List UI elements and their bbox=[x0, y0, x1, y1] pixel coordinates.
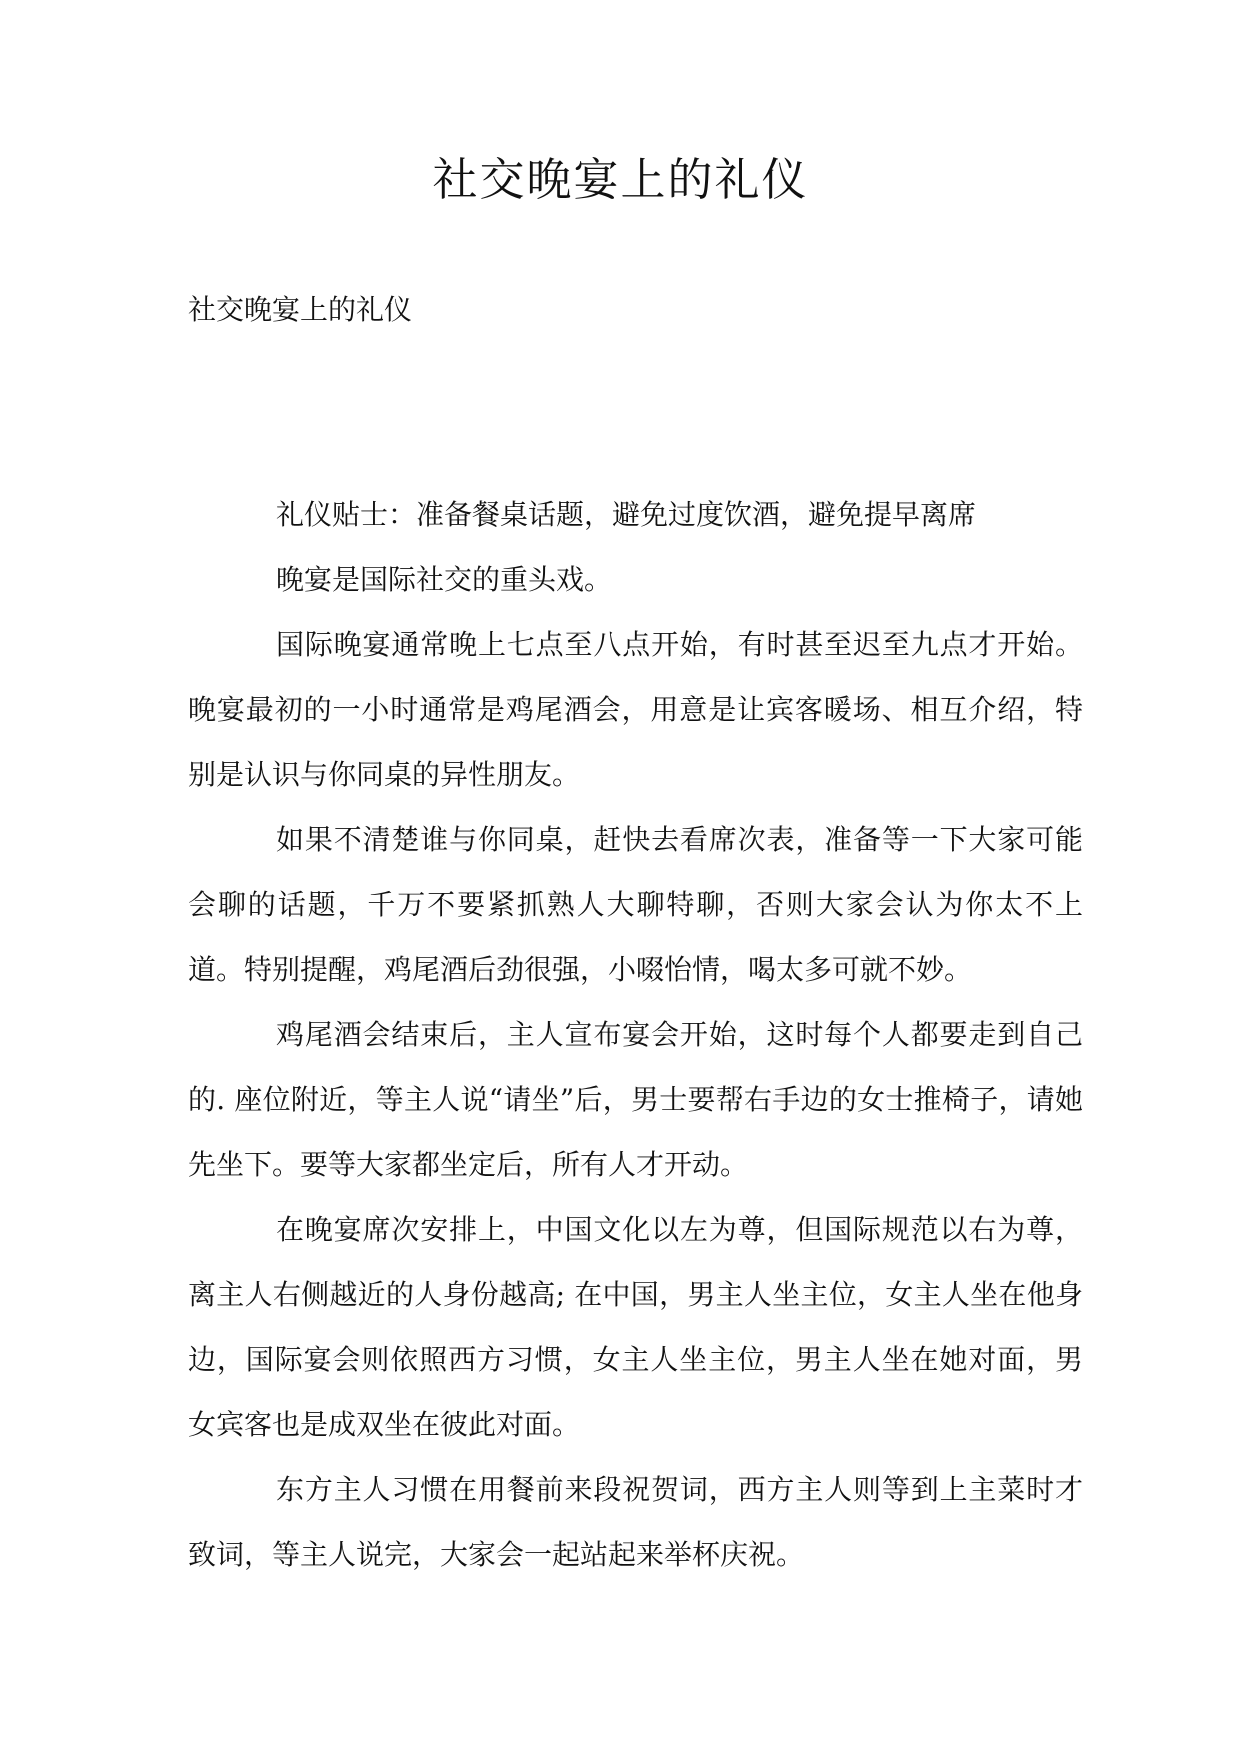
paragraph-tips: 礼仪贴士：准备餐桌话题，避免过度饮酒，避免提早离席 bbox=[276, 498, 977, 531]
paragraph-sitting-down: 鸡尾酒会结束后，主人宣布宴会开始，这时每个人都要走到自己的. 座位附近，等主人说“请坐”后，男士要帮右手边的女士推椅子，请她先坐下。要等大家都坐定后，所有人才开动。 bbox=[188, 1018, 1083, 1181]
document-subtitle: 社交晚宴上的礼仪 bbox=[188, 293, 413, 326]
paragraph-intro: 晚宴是国际社交的重头戏。 bbox=[276, 563, 613, 596]
paragraph-timing: 国际晚宴通常晚上七点至八点开始，有时甚至迟至九点才开始。晚宴最初的一小时通常是鸡尾酒会，用意是让宾客暖场、相互介绍，特别是认识与你同桌的异性朋友。 bbox=[188, 628, 1083, 791]
document-title: 社交晚宴上的礼仪 bbox=[432, 153, 809, 206]
paragraph-seat-arrangement: 在晚宴席次安排上，中国文化以左为尊，但国际规范以右为尊，离主人右侧越近的人身份越高; 在中国，男主人坐主位，女主人坐在他身边，国际宴会则依照西方习惯，女主人坐主位，男主人坐在她对面，男女宾客也是成双坐在彼此对面。 bbox=[188, 1213, 1083, 1441]
paragraph-toast: 东方主人习惯在用餐前来段祝贺词，西方主人则等到上主菜时才致词，等主人说完，大家会一起站起来举杯庆祝。 bbox=[188, 1473, 1083, 1571]
paragraph-seating-chart: 如果不清楚谁与你同桌，赶快去看席次表，准备等一下大家可能会聊的话题，千万不要紧抓熟人大聊特聊，否则大家会认为你太不上道。特别提醒，鸡尾酒后劲很强，小啜怡情，喝太多可就不妙。 bbox=[188, 823, 1083, 986]
document-body bbox=[188, 482, 1083, 1587]
